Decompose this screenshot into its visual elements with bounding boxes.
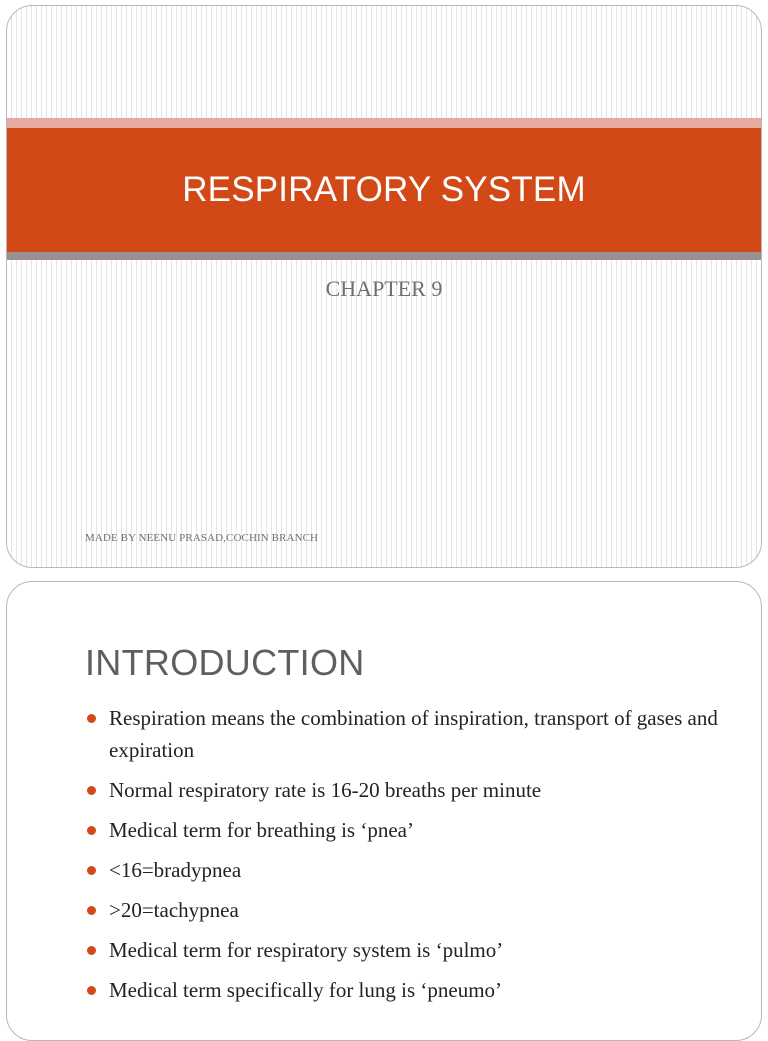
title-slide: [6, 5, 762, 568]
bullet-item: [87, 934, 727, 966]
bullet-dot-icon: [87, 826, 96, 835]
bullet-dot-icon: [87, 986, 96, 995]
bullet-dot-icon: [87, 786, 96, 795]
bullet-text: Respiration means the combination of inspiration, transport of gases and expiration: [109, 706, 718, 762]
title-band-top-stripe: [7, 118, 761, 128]
slide-subtitle: CHAPTER 9: [325, 276, 443, 301]
introduction-slide: [6, 581, 762, 1041]
bullet-dot-icon: [87, 866, 96, 875]
bullet-dot-icon: [87, 714, 96, 723]
bullet-text: >20=tachypnea: [109, 898, 239, 922]
bullet-item: [87, 894, 727, 926]
author-credit: MADE BY NEENU PRASAD,COCHIN BRANCH: [85, 532, 319, 544]
bullet-item: [87, 974, 727, 1006]
bullet-item: [87, 814, 727, 846]
title-band-bottom-stripe: [7, 252, 761, 260]
bullet-text: Medical term for respiratory system is ‘pulmo’: [109, 938, 504, 962]
bullet-text: Medical term for breathing is ‘pnea’: [109, 818, 414, 842]
slide-title: RESPIRATORY SYSTEM: [182, 170, 586, 209]
bullet-list: [87, 702, 727, 1014]
bullet-text: Normal respiratory rate is 16-20 breaths per minute: [109, 778, 542, 802]
bullet-text: Medical term specifically for lung is ‘pneumo’: [109, 978, 503, 1002]
bullet-item: [87, 702, 727, 766]
bullet-text: <16=bradypnea: [109, 858, 242, 882]
bullet-dot-icon: [87, 906, 96, 915]
bullet-dot-icon: [87, 946, 96, 955]
bullet-item: [87, 774, 727, 806]
slide-heading: INTRODUCTION: [85, 642, 365, 683]
bullet-item: [87, 854, 727, 886]
